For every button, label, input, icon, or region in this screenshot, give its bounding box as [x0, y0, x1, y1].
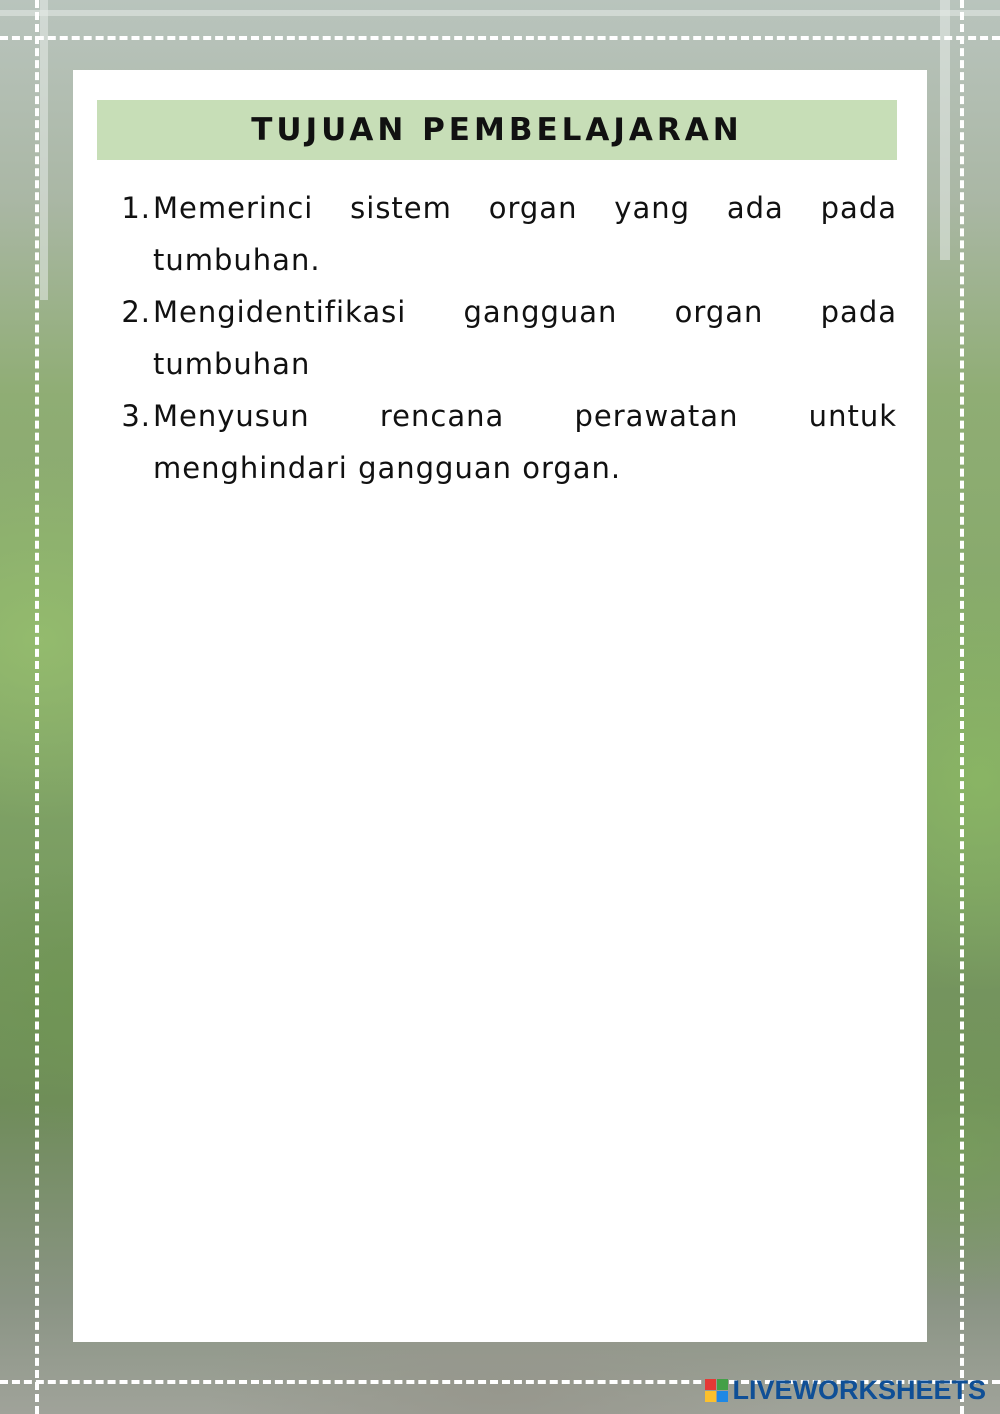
- background-beam: [40, 0, 48, 300]
- list-item: [117, 286, 897, 390]
- background-beam: [0, 10, 1000, 16]
- logo-square-blue: [717, 1391, 728, 1402]
- item-number: 1.: [121, 191, 151, 225]
- page-title: TUJUAN PEMBELAJARAN: [251, 112, 743, 148]
- item-number: 3.: [121, 399, 151, 433]
- logo-square-yellow: [705, 1391, 716, 1402]
- watermark-text: LIVEWORKSHEETS: [732, 1375, 986, 1405]
- item-text: Memerinci sistem organ yang ada pada tumbuhan.: [153, 191, 897, 277]
- dashed-border-right: [960, 0, 964, 1414]
- content-card: [73, 70, 927, 1342]
- logo-square-red: [705, 1379, 716, 1390]
- dashed-border-top: [0, 36, 1000, 40]
- item-text: Menyusun rencana perawatan untuk menghindari gangguan organ.: [153, 399, 897, 485]
- learning-objectives-list: [117, 182, 897, 494]
- list-item: [117, 390, 897, 494]
- liveworksheets-watermark: [705, 1375, 986, 1406]
- list-item: [117, 182, 897, 286]
- logo-square-green: [717, 1379, 728, 1390]
- liveworksheets-logo-icon: [705, 1379, 728, 1402]
- dashed-border-left: [35, 0, 39, 1414]
- title-banner: [97, 100, 897, 160]
- item-number: 2.: [121, 295, 151, 329]
- item-text: Mengidentifikasi gangguan organ pada tumbuhan: [153, 295, 897, 381]
